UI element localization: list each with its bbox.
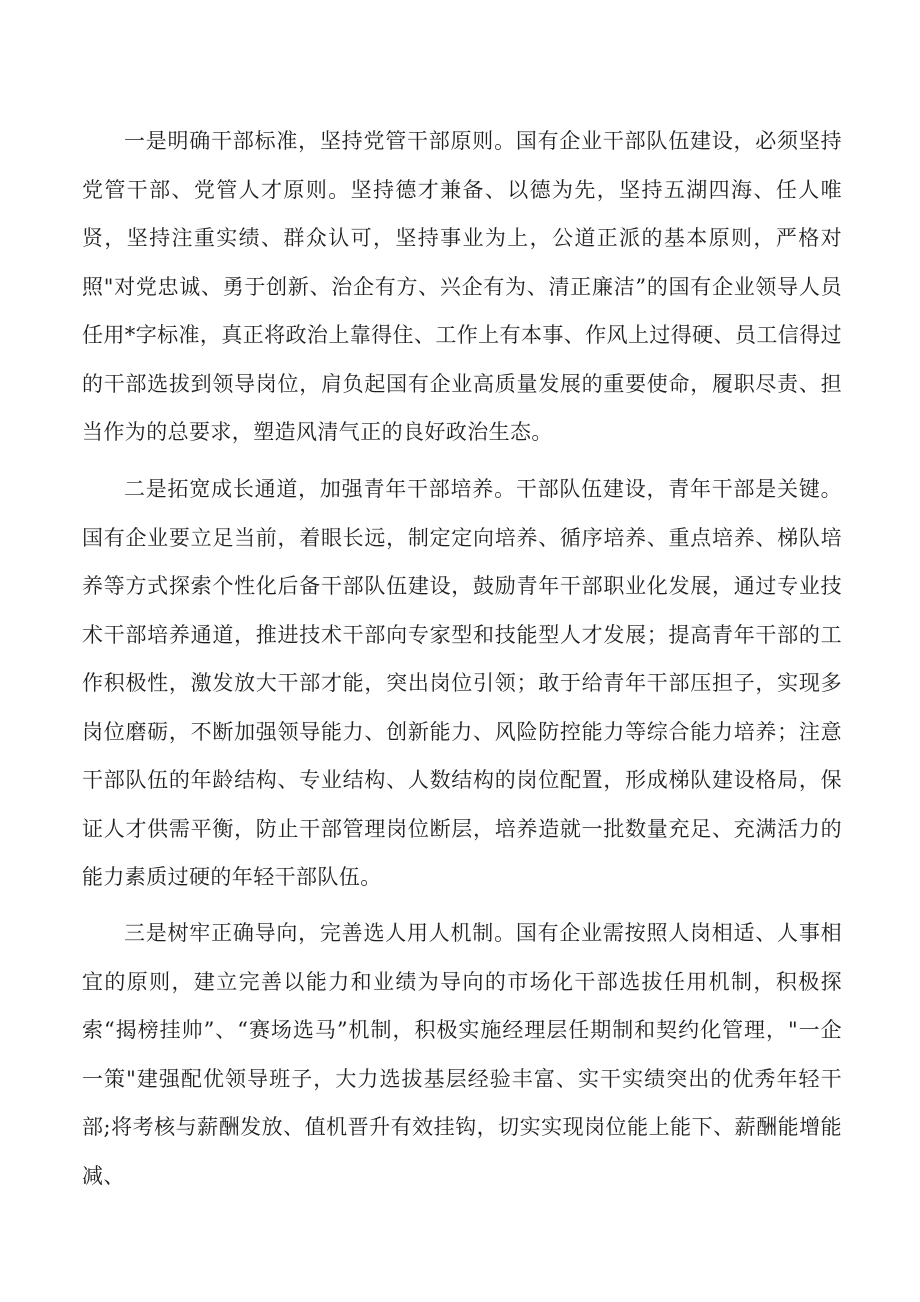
paragraph-cadre-standards: 一是明确干部标准，坚持党管干部原则。国有企业干部队伍建设，必须坚持党管干部、党管人才原则。坚持德才兼备、以德为先，坚持五湖四海、任人唯贤，坚持注重实绩、群众认可，坚持事业为上，公道正派的基本原则，严格对照"对党忠诚、勇于创新、治企有方、兴企有为、清正廉洁”的国有企业领导人员任用*字标准，真正将政治上靠得住、工作上有本事、作风上过得硬、员工信得过的干部选拔到领导岗位，肩负起国有企业高质量发展的重要使命，履职尽责、担当作为的总要求，塑造风清气正的良好政治生态。 bbox=[82, 129, 842, 444]
paragraph-selection-mechanism: 三是树牢正确导向，完善选人用人机制。国有企业需按照人岗相适、人事相宜的原则，建立完善以能力和业绩为导向的市场化干部选拔任用机制，积极探索“揭榜挂帅”、“赛场选马”机制，积极实施经理层任期制和契约化管理，"一企一策"建强配优领导班子，大力选拔基层经验丰富、实干实绩突出的优秀年轻干部;将考核与薪酬发放、值机晋升有效挂钩，切实实现岗位能上能下、薪酬能增能减、 bbox=[82, 921, 842, 1188]
paragraph-youth-cadre-training: 二是拓宽成长通道，加强青年干部培养。干部队伍建设，青年干部是关键。国有企业要立足当前，着眼长远，制定定向培养、循序培养、重点培养、梯队培养等方式探索个性化后备干部队伍建设，鼓励青年干部职业化发展，通过专业技术干部培养通道，推进技术干部向专家型和技能型人才发展；提高青年干部的工作积极性，激发放大干部才能，突出岗位引领；敢于给青年干部压担子，实现多岗位磨砺，不断加强领导能力、创新能力、风险防控能力等综合能力培养；注意干部队伍的年龄结构、专业结构、人数结构的岗位配置，形成梯队建设格局，保证人才供需平衡，防止干部管理岗位断层，培养造就一批数量充足、充满活力的能力素质过硬的年轻干部队伍。 bbox=[82, 477, 842, 889]
